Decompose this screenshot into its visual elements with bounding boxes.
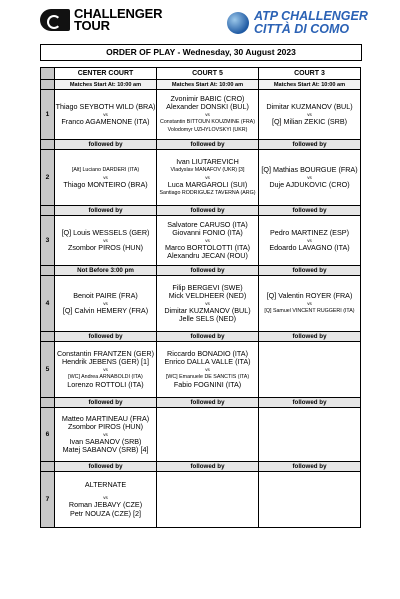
player-name: [Q] Louis WESSELS (GER) bbox=[61, 228, 150, 237]
match-cell bbox=[55, 342, 157, 398]
court-header: COURT 3 bbox=[259, 68, 361, 80]
followed-by-cell: followed by bbox=[55, 206, 157, 216]
alternate-label: ALTERNATE bbox=[84, 479, 127, 489]
player-name: Enrico DALLA VALLE (ITA) bbox=[164, 357, 251, 366]
vs-label: vs bbox=[103, 237, 108, 243]
followed-by-cell: followed by bbox=[259, 206, 361, 216]
player-name: Matej SABANOV (SRB) [4] bbox=[62, 445, 149, 454]
order-of-play-table bbox=[40, 67, 361, 528]
row-number-spacer bbox=[41, 332, 55, 342]
player-name: Petr NOUZA (CZE) [2] bbox=[69, 508, 142, 518]
player-name: Alexandru JECAN (ROU) bbox=[167, 251, 248, 260]
row-number-spacer bbox=[41, 206, 55, 216]
followed-by-cell: followed by bbox=[55, 332, 157, 342]
followed-by-cell: followed by bbox=[157, 140, 259, 150]
header bbox=[0, 0, 400, 42]
followed-by-cell: followed by bbox=[157, 206, 259, 216]
player-name: [Q] Valentin ROYER (FRA) bbox=[266, 291, 353, 300]
player-name: [Q] Calvin HEMERY (FRA) bbox=[62, 305, 149, 315]
match-cell bbox=[55, 472, 157, 528]
start-time-cell: Matches Start At: 10:00 am bbox=[157, 80, 259, 90]
player-name: Dimitar KUZMANOV (BUL) bbox=[164, 305, 251, 315]
vs-label: vs bbox=[103, 495, 108, 501]
player-name: Vladyslav MANAFOV (UKR) [3] bbox=[170, 167, 245, 173]
match bbox=[259, 103, 360, 126]
followed-by-cell: followed by bbox=[259, 266, 361, 276]
match-cell bbox=[157, 342, 259, 398]
player-name: Constantin BITTOUN KOUZMINE (FRA) bbox=[160, 118, 255, 125]
match bbox=[55, 292, 156, 315]
court-header: COURT 5 bbox=[157, 68, 259, 80]
match bbox=[157, 221, 258, 261]
player-name: Luca MARGAROLI (SUI) bbox=[167, 179, 248, 189]
vs-label: vs bbox=[103, 174, 108, 180]
player-name: Riccardo BONADIO (ITA) bbox=[167, 348, 248, 358]
row-number-spacer bbox=[41, 398, 55, 408]
vs-label: vs bbox=[205, 366, 210, 372]
start-time-cell: Matches Start At: 10:00 am bbox=[55, 80, 157, 90]
followed-by-cell: followed by bbox=[259, 332, 361, 342]
player-name: Marco BORTOLOTTI (ITA) bbox=[164, 242, 251, 252]
match-cell bbox=[55, 276, 157, 332]
player-name: Edoardo LAVAGNO (ITA) bbox=[269, 242, 350, 252]
vs-label: vs bbox=[103, 366, 108, 372]
player-name: Constantin FRANTZEN (GER) bbox=[56, 348, 155, 358]
match-cell bbox=[55, 216, 157, 266]
challenger-tour-logo bbox=[40, 8, 162, 32]
followed-by-row bbox=[41, 462, 361, 472]
match-cell bbox=[157, 90, 259, 140]
player-name: [Alt] Luciano DARDERI (ITA) bbox=[71, 167, 140, 173]
match bbox=[55, 415, 156, 455]
player-name: Thiago SEYBOTH WILD (BRA) bbox=[55, 102, 156, 111]
player-name: Volodomyr UZHYLOVSKYI (UKR) bbox=[167, 127, 248, 133]
player-name: [Q] Milian ZEKIC (SRB) bbox=[271, 116, 348, 126]
match-cell bbox=[55, 408, 157, 462]
match bbox=[55, 166, 156, 189]
match-row bbox=[41, 90, 361, 140]
vs-label: vs bbox=[103, 111, 108, 117]
match-row bbox=[41, 342, 361, 398]
court-header-row bbox=[41, 68, 361, 80]
match-row bbox=[41, 150, 361, 206]
vs-label: vs bbox=[205, 111, 210, 117]
player-name: [WC] Andrea ARNABOLDI (ITA) bbox=[68, 373, 143, 380]
match-cell bbox=[55, 90, 157, 140]
player-name: Duje AJDUKOVIC (CRO) bbox=[269, 179, 350, 189]
player-name: Benoit PAIRE (FRA) bbox=[73, 291, 138, 300]
vs-label: vs bbox=[205, 300, 210, 306]
followed-by-cell: followed by bbox=[157, 462, 259, 472]
row-number-spacer bbox=[41, 462, 55, 472]
match bbox=[259, 292, 360, 315]
player-name: Ivan LIUTAREVICH bbox=[176, 156, 239, 166]
match bbox=[157, 158, 258, 198]
row-number: 1 bbox=[41, 90, 55, 140]
match bbox=[55, 229, 156, 252]
match-row bbox=[41, 216, 361, 266]
player-name: Fabio FOGNINI (ITA) bbox=[173, 380, 242, 389]
player-name: Filip BERGEVI (SWE) bbox=[172, 282, 243, 292]
right-logo-line1: ATP CHALLENGER bbox=[254, 9, 368, 23]
corner-cell bbox=[41, 68, 55, 80]
match-row bbox=[41, 472, 361, 528]
match-cell bbox=[157, 408, 259, 462]
followed-by-row bbox=[41, 206, 361, 216]
globe-icon bbox=[227, 12, 249, 34]
player-name: Matteo MARTINEAU (FRA) bbox=[61, 413, 150, 423]
vs-label: vs bbox=[307, 111, 312, 117]
match-cell bbox=[259, 472, 361, 528]
match-cell bbox=[55, 150, 157, 206]
player-name: Santiago RODRIGUEZ TAVERNA (ARG) bbox=[159, 190, 256, 196]
player-name: Salvatore CARUSO (ITA) bbox=[167, 219, 248, 229]
followed-by-cell: followed by bbox=[259, 140, 361, 150]
player-name: Zsombor PIROS (HUN) bbox=[67, 242, 144, 252]
player-name: Hendrik JEBENS (GER) [1] bbox=[61, 357, 150, 366]
player-name: [Q] Samuel VINCENT RUGGERI (ITA) bbox=[264, 307, 355, 314]
match-cell bbox=[259, 216, 361, 266]
followed-by-row bbox=[41, 266, 361, 276]
match bbox=[259, 166, 360, 189]
match-cell bbox=[259, 90, 361, 140]
row-number-spacer bbox=[41, 266, 55, 276]
match-row bbox=[41, 276, 361, 332]
page-title: ORDER OF PLAY - Wednesday, 30 August 2023 bbox=[40, 44, 362, 61]
match bbox=[157, 350, 258, 390]
row-number: 5 bbox=[41, 342, 55, 398]
match bbox=[157, 284, 258, 324]
match bbox=[55, 103, 156, 126]
vs-label: vs bbox=[205, 174, 210, 180]
match-cell bbox=[259, 150, 361, 206]
match-cell bbox=[157, 276, 259, 332]
match bbox=[157, 95, 258, 135]
followed-by-row bbox=[41, 332, 361, 342]
player-name: Ivan SABANOV (SRB) bbox=[69, 436, 142, 446]
match-row bbox=[41, 408, 361, 462]
match-cell bbox=[157, 150, 259, 206]
followed-by-cell: followed by bbox=[157, 332, 259, 342]
match-cell bbox=[259, 276, 361, 332]
player-name: Thiago MONTEIRO (BRA) bbox=[63, 179, 148, 189]
row-number-spacer bbox=[41, 140, 55, 150]
followed-by-cell: followed by bbox=[157, 398, 259, 408]
match bbox=[259, 229, 360, 252]
player-name: Pedro MARTINEZ (ESP) bbox=[270, 228, 349, 237]
vs-label: vs bbox=[103, 431, 108, 437]
player-name: Mick VELDHEER (NED) bbox=[168, 291, 247, 300]
followed-by-cell: followed by bbox=[259, 462, 361, 472]
row-number: 2 bbox=[41, 150, 55, 206]
atp-challenger-como-logo bbox=[227, 10, 368, 36]
followed-by-cell: followed by bbox=[259, 398, 361, 408]
followed-by-row bbox=[41, 140, 361, 150]
match bbox=[55, 350, 156, 390]
player-name: Alexander DONSKI (BUL) bbox=[166, 102, 249, 111]
vs-label: vs bbox=[307, 174, 312, 180]
player-name: Lorenzo ROTTOLI (ITA) bbox=[67, 380, 144, 389]
match-cell bbox=[157, 472, 259, 528]
player-name: Zvonimir BABIC (CRO) bbox=[170, 93, 245, 103]
row-number: 6 bbox=[41, 408, 55, 462]
row-number-spacer bbox=[41, 80, 55, 90]
player-name: Dimitar KUZMANOV (BUL) bbox=[266, 102, 353, 111]
vs-label: vs bbox=[307, 237, 312, 243]
court-header: CENTER COURT bbox=[55, 68, 157, 80]
start-time-row bbox=[41, 80, 361, 90]
match-cell bbox=[157, 216, 259, 266]
player-name: [Q] Mathias BOURGUE (FRA) bbox=[261, 165, 358, 174]
player-name: Roman JEBAVY (CZE) bbox=[68, 500, 143, 510]
player-name: [WC] Emanuele DE SANCTIS (ITA) bbox=[165, 373, 250, 380]
followed-by-row bbox=[41, 398, 361, 408]
vs-label: vs bbox=[307, 300, 312, 306]
player-name: Franco AGAMENONE (ITA) bbox=[61, 116, 150, 126]
match bbox=[55, 481, 156, 519]
match-cell bbox=[259, 342, 361, 398]
row-number: 4 bbox=[41, 276, 55, 332]
vs-label: vs bbox=[103, 300, 108, 306]
followed-by-cell: Not Before 3:00 pm bbox=[55, 266, 157, 276]
followed-by-cell: followed by bbox=[55, 398, 157, 408]
atp-logo-icon bbox=[40, 9, 70, 31]
player-name: Zsombor PIROS (HUN) bbox=[67, 422, 144, 431]
followed-by-cell: followed by bbox=[55, 140, 157, 150]
followed-by-cell: followed by bbox=[157, 266, 259, 276]
left-logo-line1: CHALLENGER bbox=[74, 6, 163, 21]
row-number: 3 bbox=[41, 216, 55, 266]
right-logo-line2: CITTÀ DI COMO bbox=[254, 22, 350, 36]
vs-label: vs bbox=[205, 237, 210, 243]
player-name: Giovanni FONIO (ITA) bbox=[172, 228, 243, 237]
row-number: 7 bbox=[41, 472, 55, 528]
match-cell bbox=[259, 408, 361, 462]
followed-by-cell: followed by bbox=[55, 462, 157, 472]
left-logo-line2: TOUR bbox=[74, 18, 110, 33]
player-name: Jelle SELS (NED) bbox=[178, 314, 237, 323]
start-time-cell: Matches Start At: 10:00 am bbox=[259, 80, 361, 90]
